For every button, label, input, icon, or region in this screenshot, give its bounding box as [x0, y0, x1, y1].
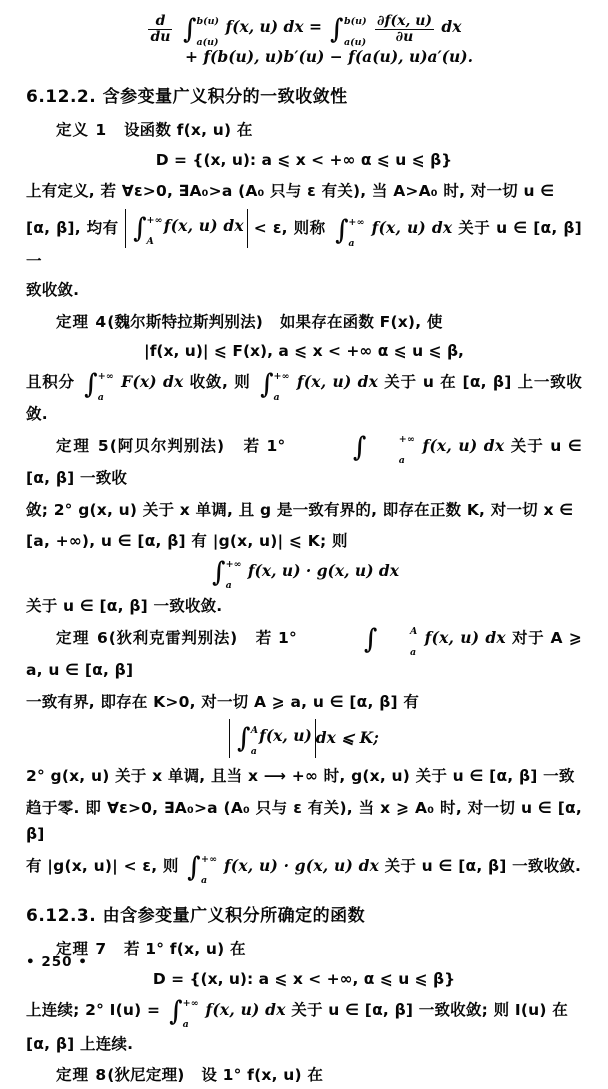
theorem-5-body-2: [a, +∞), u ∈ [α, β] 有 |g(x, u)| ⩽ K; 则 [26, 532, 348, 551]
integral-sign-thm6 [305, 624, 418, 659]
theorem-5-lead-pre: 若 1° [243, 436, 286, 455]
integral-upper-limit: +∞ [398, 434, 416, 446]
theorem-5-lead [26, 433, 582, 492]
integral-lower-limit: A [146, 235, 155, 247]
integrand-thm6-display: f(x, u) [259, 726, 312, 746]
integral-limits [369, 434, 416, 467]
theorem-6-name: (狄利克雷判别法) [108, 628, 238, 647]
theorem-6-body-4 [26, 853, 582, 885]
theorem-6-lead-pre: 若 1° [255, 628, 297, 647]
integral-sign-thm6-2 [186, 852, 218, 887]
integral-sign-thm5 [294, 432, 416, 467]
equals-sign: = [308, 17, 322, 37]
integrand-thm7: f(x, u) dx [205, 999, 286, 1019]
integral-sign-thm4-2 [259, 368, 290, 403]
theorem-4-label: 定理 4 [56, 312, 108, 331]
theorem-4-lead-text: 如果存在函数 F(x), 使 [279, 312, 443, 331]
theorem-4-inequality: |f(x, u)| ⩽ F(x), a ⩽ x < +∞ α ⩽ u ⩽ β, [144, 342, 464, 361]
theorem-7-body-post: [α, β] 上连续. [26, 1034, 134, 1053]
integral-limits [196, 15, 220, 48]
theorem-7-body [26, 997, 582, 1029]
theorem-6-body-1: 一致有界, 即存在 K>0, 对一切 A ⩾ a, u ∈ [α, β] 有 [26, 692, 420, 711]
theorem-7-body-mid: 关于 u ∈ [α, β] 一致收敛; 则 I(u) 在 [291, 1000, 568, 1019]
definition-1-label: 定义 1 [56, 121, 108, 140]
integrand-thm6-2: f(x, u) · g(x, u) dx [223, 855, 380, 875]
integrand-1: f(x, u) dx [225, 17, 304, 37]
integral-glyph: ∫ [330, 13, 344, 45]
integral-lower-limit: a(u) [344, 36, 367, 48]
theorem-6-label: 定理 6 [56, 628, 109, 647]
top-formula-line-1 [26, 13, 582, 48]
partial-derivative-fraction [375, 14, 434, 44]
derivative-denominator: du [150, 28, 171, 45]
integral-lower-limit: a [182, 1018, 189, 1030]
integral-sign-thm7 [168, 995, 199, 1030]
integral-upper-limit: A [250, 724, 259, 736]
integrand-abs: f(x, u) dx [163, 216, 244, 236]
definition-1-body-1: 上有定义, 若 ∀ε>0, ∃A₀>a (A₀ 只与 ε 有关), 当 A>A₀ 时, 对一切 u ∈ [26, 181, 555, 200]
integral-limits [201, 854, 218, 887]
integral-sign-def1 [334, 214, 365, 249]
integral-upper-limit: +∞ [225, 559, 242, 571]
integral-upper-limit: b(u) [344, 15, 367, 27]
integral-glyph: ∫ [352, 432, 367, 464]
integral-lower-limit: a [225, 580, 232, 592]
definition-1-body-2 [26, 209, 582, 275]
theorem-6-lead-post: 对于 A ⩾ a, u ∈ [α, β] [26, 628, 583, 679]
theorem-6-body-4-post: 关于 u ∈ [α, β] 一致收敛. [384, 856, 582, 875]
section-title: 由含参变量广义积分所确定的函数 [102, 906, 366, 927]
integral-limits [250, 724, 259, 757]
definition-1-lead-text: 设函数 f(x, u) 在 [123, 121, 253, 140]
derivative-numerator: d [155, 13, 166, 29]
integral-lower-limit: a [409, 647, 417, 659]
integrand-2-tail: dx [441, 17, 462, 37]
integrand-thm6: f(x, u) dx [424, 627, 506, 647]
integral-sign-abs [132, 212, 163, 247]
theorem-5-body-3: 关于 u ∈ [α, β] 一致收敛. [26, 597, 223, 616]
integral-limits [273, 370, 290, 403]
section-title: 含参变量广义积分的一致收敛性 [102, 87, 348, 108]
section-number: 6.12.3. [26, 906, 97, 927]
integral-glyph: ∫ [237, 722, 251, 754]
integral-glyph: ∫ [183, 13, 197, 45]
integral-lower-limit: a(u) [196, 36, 219, 48]
integral-sign-1 [182, 13, 220, 48]
integral-limits [97, 370, 114, 403]
integrand-def1: f(x, u) dx [371, 218, 453, 238]
definition-1-domain: D = {(x, u): a ⩽ x < +∞ α ⩽ u ⩽ β} [155, 151, 453, 170]
theorem-4-body [26, 369, 582, 428]
integral-glyph: ∫ [364, 624, 378, 656]
definition-1-body-2-pre: [α, β], 均有 [26, 219, 119, 238]
integral-upper-limit: +∞ [273, 370, 290, 382]
integral-limits [380, 626, 418, 659]
theorem-4-body-mid: 收敛, 则 [189, 373, 251, 392]
theorem-4-lead [26, 309, 582, 336]
theorem-7-domain: D = {(x, u): a ⩽ x < +∞, α ⩽ u ⩽ β} [152, 969, 456, 988]
integral-lower-limit: a [97, 391, 105, 403]
theorem-7-lead-text: 若 1° f(x, u) 在 [123, 940, 246, 959]
theorem-4-name: (魏尔斯特拉斯判别法) [107, 312, 264, 331]
integral-glyph: ∫ [259, 368, 274, 400]
integral-sign-thm6-display [236, 722, 259, 757]
partial-denominator: ∂u [375, 29, 434, 45]
integrand-thm4-1: F(x) dx [121, 372, 184, 392]
partial-numerator: ∂f(x, u) [376, 13, 433, 29]
integral-limits [348, 216, 365, 249]
theorem-6-body-3: 趋于零. 即 ∀ε>0, ∃A₀>a (A₀ 只与 ε 有关), 当 x ⩾ A₀ 时, 对一切 u ∈ [α, β] [26, 798, 582, 844]
theorem-8-name: (狄尼定理) [107, 1066, 185, 1085]
theorem-5-label: 定理 5 [56, 436, 110, 455]
absolute-value-integral [125, 209, 248, 248]
theorem-5-display-formula [26, 557, 582, 592]
integral-sign-2 [329, 13, 367, 48]
theorem-6-display-formula [26, 719, 582, 758]
boundary-terms: + f(b(u), u)b′(u) − f(a(u), u)a′(u). [184, 47, 474, 67]
definition-1-lead [26, 117, 582, 144]
theorem-5-lead-post: 关于 u ∈ [α, β] 一致收 [26, 436, 582, 487]
integral-glyph: ∫ [168, 995, 183, 1027]
derivative-fraction [148, 14, 172, 44]
top-formula-line-2 [76, 47, 582, 66]
theorem-7-body-pre: 上连续; 2° I(u) = [26, 1000, 161, 1019]
page-number: • 250 • [26, 954, 88, 970]
definition-1-body-2-mid: < ε, 则称 [253, 219, 326, 238]
integral-upper-limit: +∞ [201, 854, 218, 866]
absolute-value-integral-thm6 [229, 719, 316, 758]
integral-upper-limit: +∞ [97, 370, 114, 382]
integral-lower-limit: a [273, 391, 280, 403]
integral-sign-thm5-display [211, 557, 242, 592]
theorem-7-label: 定理 7 [56, 940, 108, 959]
section-heading-6-12-3 [26, 901, 582, 926]
integral-lower-limit: a [201, 875, 208, 887]
theorem-5-body-1: 敛; 2° g(x, u) 关于 x 单调, 且 g 是一致有界的, 即存在正数 K, 对一切 x ∈ [26, 500, 574, 519]
theorem-6-body-2: 2° g(x, u) 关于 x 单调, 且当 x ⟶ +∞ 时, g(x, u) 关于 u ∈ [α, β] 一致 [26, 767, 575, 786]
integral-glyph: ∫ [84, 368, 98, 400]
theorem-4-body-post: 关于 u 在 [α, β] 上一致收敛. [26, 373, 582, 424]
integral-upper-limit: b(u) [196, 15, 220, 27]
section-heading-6-12-2 [26, 82, 582, 107]
integral-glyph: ∫ [187, 852, 201, 884]
theorem-6-lead [26, 625, 582, 684]
integral-limits [225, 559, 242, 592]
theorem-6-display-tail: dx ⩽ K; [315, 728, 379, 748]
integral-upper-limit: +∞ [182, 997, 199, 1009]
integral-sign-thm4-1 [83, 368, 114, 403]
definition-1-body-3: 致收敛. [26, 281, 80, 299]
integral-upper-limit: A [409, 626, 418, 638]
theorem-6-body-4-pre: 有 |g(x, u)| < ε, 则 [26, 856, 179, 875]
theorem-8-lead [26, 1062, 582, 1089]
integral-glyph: ∫ [212, 557, 226, 589]
integral-lower-limit: a [348, 237, 355, 249]
theorem-7-lead [26, 936, 582, 963]
integral-limits [182, 997, 199, 1030]
definition-1-body-2-post: 关于 u ∈ [α, β] 一 [26, 219, 582, 271]
integral-lower-limit: a [398, 455, 406, 467]
integral-glyph: ∫ [334, 214, 349, 246]
integral-upper-limit: +∞ [146, 214, 163, 226]
theorem-8-lead-text: 设 1° f(x, u) 在 [201, 1066, 324, 1085]
theorem-4-body-pre: 且积分 [26, 373, 75, 392]
integral-upper-limit: +∞ [348, 216, 365, 228]
integrand-thm5-display: f(x, u) · g(x, u) dx [247, 560, 400, 580]
integral-limits [344, 15, 367, 48]
section-number: 6.12.2. [26, 87, 97, 108]
integrand-thm4-2: f(x, u) dx [296, 372, 379, 392]
theorem-5-name: (阿贝尔判别法) [109, 436, 225, 455]
integral-limits [146, 214, 163, 247]
theorem-8-label: 定理 8 [56, 1066, 108, 1085]
integrand-thm5: f(x, u) dx [422, 435, 505, 455]
integral-glyph: ∫ [132, 212, 147, 244]
integral-lower-limit: a [250, 745, 257, 757]
